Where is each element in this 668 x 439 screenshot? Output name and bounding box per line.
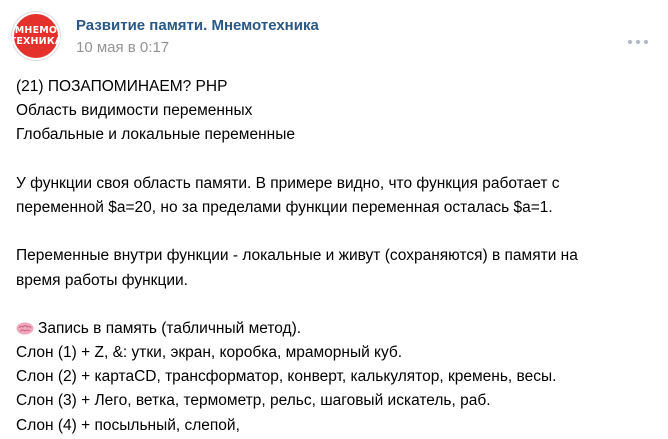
post-text: [16, 75, 652, 438]
post-subtitle: Область видимости переменных: [16, 102, 253, 120]
paragraph-line: время работы функции.: [16, 271, 188, 289]
avatar-logo-text-2: ТЕХНИКА: [9, 36, 63, 47]
list-item: Слон (2) + картаCD, трансформатор, конверт, калькулятор, кремень, весы.: [16, 368, 557, 386]
list-item: Слон (4) + посыльный, слепой,: [16, 416, 240, 434]
dot: [628, 40, 632, 44]
post-date[interactable]: 10 мая в 0:17: [76, 39, 170, 56]
memo-heading: Запись в память (табличный метод).: [38, 319, 302, 337]
post-meta: [76, 16, 319, 58]
list-item: Слон (3) + Лего, ветка, термометр, рельс, шаговый искатель, раб.: [16, 392, 491, 410]
brain-icon: [16, 321, 34, 335]
dot: [644, 40, 648, 44]
memo-heading-line: [16, 317, 652, 341]
more-dots-icon[interactable]: [624, 36, 652, 48]
post-header: [9, 12, 656, 62]
paragraph-line: У функции своя область памяти. В примере видно, что функция работает с: [16, 174, 560, 192]
author-link[interactable]: Развитие памяти. Мнемотехника: [76, 17, 319, 34]
post-title: (21) ПОЗАПОМИНАЕМ? PHP: [16, 78, 228, 95]
post-subtitle: Глобальные и локальные переменные: [16, 126, 295, 144]
paragraph-line: Переменные внутри функции - локальные и живут (сохраняются) в памяти на: [16, 247, 578, 265]
avatar-logo-text-1: МНЕМО: [14, 25, 58, 36]
paragraph-line: переменной $a=20, но за пределами функции переменная осталась $a=1.: [16, 198, 553, 216]
community-avatar[interactable]: [9, 12, 63, 60]
list-item: Слон (1) + Z, &: утки, экран, коробка, мраморный куб.: [16, 344, 403, 362]
dot: [636, 40, 640, 44]
